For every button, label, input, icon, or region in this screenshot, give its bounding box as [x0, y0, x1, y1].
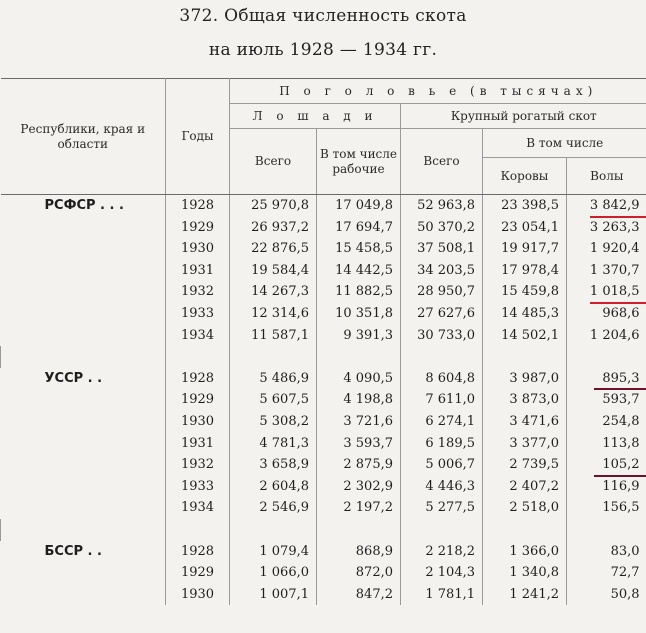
cows-cell: 3 471,6 — [483, 411, 567, 433]
oxen-cell: 83,0 — [567, 541, 646, 563]
cows-cell: 14 502,1 — [483, 325, 567, 347]
cattle-cell: 52 963,8 — [401, 195, 483, 217]
year-cell: 1928 — [166, 541, 230, 563]
horses-cell: 1 066,0 — [230, 562, 317, 584]
horses-cell: 5 486,9 — [230, 368, 317, 390]
working-cell: 2 302,9 — [317, 476, 401, 498]
working-cell: 14 442,5 — [317, 260, 401, 282]
table-row — [1, 584, 646, 606]
year-cell: 1928 — [166, 368, 230, 390]
year-cell: 1933 — [166, 303, 230, 325]
cattle-cell: 2 104,3 — [401, 562, 483, 584]
cows-cell: 3 873,0 — [483, 389, 567, 411]
header-livestock: П о г о л о в ь е (в тысячах) — [230, 79, 646, 104]
table-row — [1, 260, 646, 282]
working-cell: 17 049,8 — [317, 195, 401, 217]
group-spacer — [1, 346, 646, 368]
cattle-cell: 50 370,2 — [401, 217, 483, 239]
year-cell: 1932 — [166, 454, 230, 476]
header-region: Республики, края и области — [1, 79, 166, 195]
horses-cell: 25 970,8 — [230, 195, 317, 217]
region-name — [1, 411, 166, 433]
cows-cell: 3 377,0 — [483, 433, 567, 455]
cows-cell: 2 407,2 — [483, 476, 567, 498]
year-cell: 1930 — [166, 584, 230, 606]
year-cell: 1929 — [166, 562, 230, 584]
oxen-cell — [567, 195, 646, 217]
working-cell: 847,2 — [317, 584, 401, 606]
oxen-cell: 254,8 — [567, 411, 646, 433]
working-cell: 3 593,7 — [317, 433, 401, 455]
livestock-table — [0, 78, 646, 605]
horses-cell: 19 584,4 — [230, 260, 317, 282]
spacer-cell — [567, 346, 646, 368]
spacer-cell — [166, 519, 230, 541]
cows-cell: 1 366,0 — [483, 541, 567, 563]
oxen-cell: 116,9 — [567, 476, 646, 498]
header-cows: Коровы — [483, 158, 567, 195]
working-cell: 9 391,3 — [317, 325, 401, 347]
cows-cell: 15 459,8 — [483, 281, 567, 303]
year-cell: 1931 — [166, 260, 230, 282]
working-cell: 2 197,2 — [317, 497, 401, 519]
cattle-cell: 37 508,1 — [401, 238, 483, 260]
table-subtitle: на июль 1928 — 1934 гг. — [208, 40, 438, 60]
table-row — [1, 325, 646, 347]
table-row — [1, 497, 646, 519]
oxen-cell: 1 920,4 — [567, 238, 646, 260]
table-row — [1, 217, 646, 239]
group-spacer — [1, 519, 646, 541]
horses-cell: 2 546,9 — [230, 497, 317, 519]
region-name — [1, 303, 166, 325]
underlined-value: 105,2 — [602, 454, 639, 476]
horses-cell: 1 079,4 — [230, 541, 317, 563]
cows-cell: 1 241,2 — [483, 584, 567, 606]
horses-cell: 14 267,3 — [230, 281, 317, 303]
underlined-value: 3 842,9 — [590, 195, 640, 217]
horses-cell: 22 876,5 — [230, 238, 317, 260]
horses-cell: 5 607,5 — [230, 389, 317, 411]
working-cell: 868,9 — [317, 541, 401, 563]
spacer-cell — [1, 519, 166, 541]
region-name — [1, 325, 166, 347]
table-body — [1, 195, 646, 606]
table-row — [1, 562, 646, 584]
horses-cell: 11 587,1 — [230, 325, 317, 347]
horses-cell: 12 314,6 — [230, 303, 317, 325]
region-name — [1, 260, 166, 282]
cattle-cell: 7 611,0 — [401, 389, 483, 411]
cattle-cell: 2 218,2 — [401, 541, 483, 563]
horses-cell: 3 658,9 — [230, 454, 317, 476]
spacer-cell — [483, 519, 567, 541]
header-horses: Л о ш а д и — [230, 104, 401, 129]
region-name — [1, 238, 166, 260]
oxen-cell — [567, 454, 646, 476]
region-name — [1, 584, 166, 606]
underlined-value: 1 018,5 — [590, 281, 640, 303]
underlined-value: 895,3 — [602, 368, 639, 390]
spacer-cell — [1, 346, 166, 368]
cows-cell: 1 340,8 — [483, 562, 567, 584]
working-cell: 4 090,5 — [317, 368, 401, 390]
cows-cell: 14 485,3 — [483, 303, 567, 325]
livestock-table-wrap — [0, 78, 646, 605]
working-cell: 11 882,5 — [317, 281, 401, 303]
working-cell: 15 458,5 — [317, 238, 401, 260]
cattle-cell: 6 189,5 — [401, 433, 483, 455]
oxen-cell: 113,8 — [567, 433, 646, 455]
cattle-cell: 4 446,3 — [401, 476, 483, 498]
region-name — [1, 217, 166, 239]
region-name: РСФСР . . . — [1, 195, 166, 217]
table-row — [1, 195, 646, 217]
region-name — [1, 454, 166, 476]
cattle-cell: 28 950,7 — [401, 281, 483, 303]
region-name — [1, 562, 166, 584]
spacer-cell — [567, 519, 646, 541]
cows-cell: 3 987,0 — [483, 368, 567, 390]
working-cell: 10 351,8 — [317, 303, 401, 325]
header-horses-total: Всего — [230, 129, 317, 195]
spacer-cell — [166, 346, 230, 368]
oxen-cell: 968,6 — [567, 303, 646, 325]
spacer-cell — [230, 346, 317, 368]
oxen-cell: 50,8 — [567, 584, 646, 606]
spacer-cell — [317, 519, 401, 541]
region-name — [1, 497, 166, 519]
cows-cell: 19 917,7 — [483, 238, 567, 260]
cattle-cell: 1 781,1 — [401, 584, 483, 606]
table-row — [1, 368, 646, 390]
cattle-cell: 8 604,8 — [401, 368, 483, 390]
cows-cell: 2 739,5 — [483, 454, 567, 476]
oxen-cell: 156,5 — [567, 497, 646, 519]
oxen-cell: 72,7 — [567, 562, 646, 584]
working-cell: 872,0 — [317, 562, 401, 584]
spacer-cell — [401, 346, 483, 368]
working-cell: 2 875,9 — [317, 454, 401, 476]
oxen-cell: 3 263,3 — [567, 217, 646, 239]
year-cell: 1930 — [166, 238, 230, 260]
year-cell: 1934 — [166, 325, 230, 347]
table-row — [1, 281, 646, 303]
header-years: Годы — [166, 79, 230, 195]
table-row — [1, 454, 646, 476]
oxen-cell: 593,7 — [567, 389, 646, 411]
table-row — [1, 433, 646, 455]
spacer-cell — [230, 519, 317, 541]
working-cell: 4 198,8 — [317, 389, 401, 411]
table-row — [1, 303, 646, 325]
cattle-cell: 27 627,6 — [401, 303, 483, 325]
table-row — [1, 541, 646, 563]
cattle-cell: 30 733,0 — [401, 325, 483, 347]
oxen-cell — [567, 281, 646, 303]
horses-cell: 26 937,2 — [230, 217, 317, 239]
region-name: УССР . . — [1, 368, 166, 390]
cattle-cell: 5 006,7 — [401, 454, 483, 476]
working-cell: 3 721,6 — [317, 411, 401, 433]
horses-cell: 1 007,1 — [230, 584, 317, 606]
spacer-cell — [483, 346, 567, 368]
horses-cell: 2 604,8 — [230, 476, 317, 498]
region-name — [1, 389, 166, 411]
region-name — [1, 433, 166, 455]
region-name: БССР . . — [1, 541, 166, 563]
horses-cell: 4 781,3 — [230, 433, 317, 455]
year-cell: 1929 — [166, 217, 230, 239]
cows-cell: 17 978,4 — [483, 260, 567, 282]
year-cell: 1934 — [166, 497, 230, 519]
spacer-cell — [401, 519, 483, 541]
year-cell: 1930 — [166, 411, 230, 433]
table-row — [1, 411, 646, 433]
year-cell: 1928 — [166, 195, 230, 217]
cattle-cell: 5 277,5 — [401, 497, 483, 519]
table-row — [1, 389, 646, 411]
table-row — [1, 476, 646, 498]
cows-cell: 23 054,1 — [483, 217, 567, 239]
cows-cell: 2 518,0 — [483, 497, 567, 519]
header-horses-working: В том числе рабочие — [317, 129, 401, 195]
region-name — [1, 281, 166, 303]
year-cell: 1931 — [166, 433, 230, 455]
oxen-cell: 1 370,7 — [567, 260, 646, 282]
table-title: 372. Общая численность скота — [179, 6, 467, 26]
oxen-cell — [567, 368, 646, 390]
region-name — [1, 476, 166, 498]
oxen-cell: 1 204,6 — [567, 325, 646, 347]
cows-cell: 23 398,5 — [483, 195, 567, 217]
year-cell: 1929 — [166, 389, 230, 411]
cattle-cell: 6 274,1 — [401, 411, 483, 433]
year-cell: 1932 — [166, 281, 230, 303]
cattle-cell: 34 203,5 — [401, 260, 483, 282]
header-cattle: Крупный рогатый скот — [401, 104, 646, 129]
header-oxen: Волы — [567, 158, 646, 195]
table-row — [1, 238, 646, 260]
working-cell: 17 694,7 — [317, 217, 401, 239]
horses-cell: 5 308,2 — [230, 411, 317, 433]
year-cell: 1933 — [166, 476, 230, 498]
header-cattle-total: Всего — [401, 129, 483, 195]
header-of-which: В том числе — [483, 129, 646, 158]
spacer-cell — [317, 346, 401, 368]
